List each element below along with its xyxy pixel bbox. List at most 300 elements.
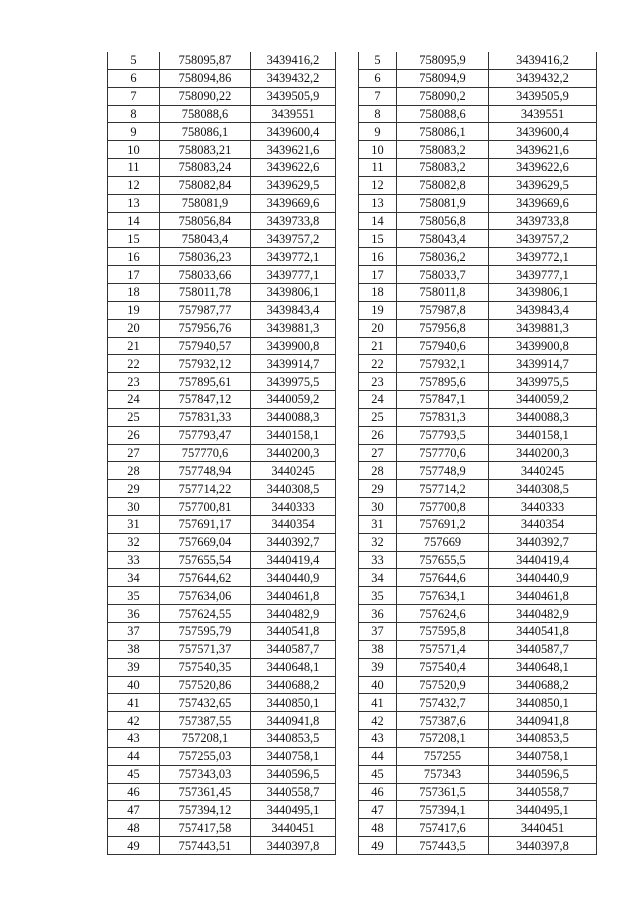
- table-row: [359, 266, 597, 284]
- y-coordinate-cell: 3440200,3: [489, 444, 597, 462]
- table-row: [359, 640, 597, 658]
- table-row: [359, 212, 597, 230]
- table-row: [359, 123, 597, 141]
- x-coordinate-cell: 758043,4: [397, 230, 489, 248]
- point-number-cell: 10: [359, 141, 397, 159]
- y-coordinate-cell: 3439600,4: [489, 123, 597, 141]
- y-coordinate-cell: 3440451: [251, 819, 336, 837]
- x-coordinate-cell: 757932,1: [397, 355, 489, 373]
- x-coordinate-cell: 757770,6: [397, 444, 489, 462]
- point-number-cell: 26: [359, 426, 397, 444]
- y-coordinate-cell: 3440397,8: [489, 837, 597, 855]
- y-coordinate-cell: 3440440,9: [489, 569, 597, 587]
- table-row: [359, 87, 597, 105]
- point-number-cell: 36: [359, 605, 397, 623]
- x-coordinate-cell: 757895,61: [160, 373, 251, 391]
- point-number-cell: 27: [359, 444, 397, 462]
- point-number-cell: 27: [108, 444, 160, 462]
- point-number-cell: 24: [108, 391, 160, 409]
- y-coordinate-cell: 3440461,8: [489, 587, 597, 605]
- x-coordinate-cell: 757987,8: [397, 301, 489, 319]
- x-coordinate-cell: 757624,55: [160, 605, 251, 623]
- y-coordinate-cell: 3440688,2: [489, 676, 597, 694]
- x-coordinate-cell: 757956,8: [397, 319, 489, 337]
- table-row: [108, 587, 336, 605]
- x-coordinate-cell: 758011,78: [160, 283, 251, 301]
- table-row: [359, 551, 597, 569]
- x-coordinate-cell: 757208,1: [397, 730, 489, 748]
- y-coordinate-cell: 3440245: [251, 462, 336, 480]
- point-number-cell: 34: [359, 569, 397, 587]
- point-number-cell: 40: [108, 676, 160, 694]
- point-number-cell: 22: [108, 355, 160, 373]
- x-coordinate-cell: 757714,22: [160, 480, 251, 498]
- table-row: [108, 765, 336, 783]
- y-coordinate-cell: 3439806,1: [489, 283, 597, 301]
- y-coordinate-cell: 3439600,4: [251, 123, 336, 141]
- x-coordinate-cell: 757748,9: [397, 462, 489, 480]
- x-coordinate-cell: 757432,65: [160, 694, 251, 712]
- table-row: [359, 337, 597, 355]
- y-coordinate-cell: 3439622,6: [489, 159, 597, 177]
- point-number-cell: 11: [359, 159, 397, 177]
- point-number-cell: 41: [108, 694, 160, 712]
- point-number-cell: 35: [359, 587, 397, 605]
- table-row: [108, 212, 336, 230]
- point-number-cell: 32: [108, 533, 160, 551]
- point-number-cell: 36: [108, 605, 160, 623]
- point-number-cell: 20: [108, 319, 160, 337]
- y-coordinate-cell: 3439900,8: [489, 337, 597, 355]
- table-row: [359, 159, 597, 177]
- y-coordinate-cell: 3440392,7: [489, 533, 597, 551]
- point-number-cell: 24: [359, 391, 397, 409]
- point-number-cell: 17: [108, 266, 160, 284]
- table-row: [359, 301, 597, 319]
- x-coordinate-cell: 757669: [397, 533, 489, 551]
- x-coordinate-cell: 757443,5: [397, 837, 489, 855]
- table-row: [108, 248, 336, 266]
- point-number-cell: 14: [359, 212, 397, 230]
- x-coordinate-cell: 757831,3: [397, 408, 489, 426]
- table-row: [108, 87, 336, 105]
- x-coordinate-cell: 758083,24: [160, 159, 251, 177]
- x-coordinate-cell: 757831,33: [160, 408, 251, 426]
- point-number-cell: 40: [359, 676, 397, 694]
- table-row: [359, 801, 597, 819]
- point-number-cell: 21: [359, 337, 397, 355]
- table-row: [108, 408, 336, 426]
- point-number-cell: 44: [359, 747, 397, 765]
- y-coordinate-cell: 3440495,1: [251, 801, 336, 819]
- y-coordinate-cell: 3439806,1: [251, 283, 336, 301]
- y-coordinate-cell: 3439881,3: [489, 319, 597, 337]
- x-coordinate-cell: 757540,35: [160, 658, 251, 676]
- y-coordinate-cell: 3439416,2: [251, 52, 336, 69]
- y-coordinate-cell: 3439629,5: [251, 176, 336, 194]
- y-coordinate-cell: 3439622,6: [251, 159, 336, 177]
- point-number-cell: 32: [359, 533, 397, 551]
- table-row: [108, 694, 336, 712]
- y-coordinate-cell: 3439669,6: [251, 194, 336, 212]
- y-coordinate-cell: 3439772,1: [251, 248, 336, 266]
- point-number-cell: 46: [108, 783, 160, 801]
- table-row: [108, 730, 336, 748]
- y-coordinate-cell: 3440596,5: [489, 765, 597, 783]
- table-row: [108, 391, 336, 409]
- table-row: [359, 283, 597, 301]
- table-row: [359, 515, 597, 533]
- x-coordinate-cell: 757255,03: [160, 747, 251, 765]
- x-coordinate-cell: 758094,86: [160, 69, 251, 87]
- table-row: [108, 355, 336, 373]
- point-number-cell: 8: [108, 105, 160, 123]
- table-row: [359, 176, 597, 194]
- x-coordinate-cell: 757208,1: [160, 730, 251, 748]
- point-number-cell: 26: [108, 426, 160, 444]
- x-coordinate-cell: 757417,58: [160, 819, 251, 837]
- table-row: [359, 408, 597, 426]
- y-coordinate-cell: 3440461,8: [251, 587, 336, 605]
- y-coordinate-cell: 3439505,9: [489, 87, 597, 105]
- point-number-cell: 33: [108, 551, 160, 569]
- y-coordinate-cell: 3440587,7: [251, 640, 336, 658]
- point-number-cell: 25: [108, 408, 160, 426]
- x-coordinate-cell: 758011,8: [397, 283, 489, 301]
- table-row: [359, 587, 597, 605]
- x-coordinate-cell: 758086,1: [397, 123, 489, 141]
- y-coordinate-cell: 3440419,4: [489, 551, 597, 569]
- x-coordinate-cell: 757343: [397, 765, 489, 783]
- table-row: [359, 480, 597, 498]
- x-coordinate-cell: 757343,03: [160, 765, 251, 783]
- table-row: [108, 194, 336, 212]
- y-coordinate-cell: 3439900,8: [251, 337, 336, 355]
- table-row: [359, 730, 597, 748]
- table-row: [108, 52, 336, 69]
- y-coordinate-cell: 3440158,1: [489, 426, 597, 444]
- table-row: [108, 747, 336, 765]
- table-row: [108, 837, 336, 855]
- point-number-cell: 38: [108, 640, 160, 658]
- point-number-cell: 31: [108, 515, 160, 533]
- point-number-cell: 47: [359, 801, 397, 819]
- x-coordinate-cell: 757387,6: [397, 712, 489, 730]
- point-number-cell: 16: [108, 248, 160, 266]
- point-number-cell: 30: [108, 498, 160, 516]
- y-coordinate-cell: 3440308,5: [489, 480, 597, 498]
- y-coordinate-cell: 3440853,5: [251, 730, 336, 748]
- table-row: [359, 373, 597, 391]
- y-coordinate-cell: 3439843,4: [251, 301, 336, 319]
- y-coordinate-cell: 3440541,8: [251, 623, 336, 641]
- point-number-cell: 29: [359, 480, 397, 498]
- y-coordinate-cell: 3439621,6: [489, 141, 597, 159]
- y-coordinate-cell: 3439843,4: [489, 301, 597, 319]
- table-row: [108, 533, 336, 551]
- y-coordinate-cell: 3440648,1: [251, 658, 336, 676]
- x-coordinate-cell: 758083,2: [397, 141, 489, 159]
- point-number-cell: 12: [359, 176, 397, 194]
- x-coordinate-cell: 758036,23: [160, 248, 251, 266]
- table-row: [359, 676, 597, 694]
- point-number-cell: 45: [359, 765, 397, 783]
- table-row: [108, 141, 336, 159]
- x-coordinate-cell: 757940,57: [160, 337, 251, 355]
- table-row: [108, 319, 336, 337]
- table-row: [359, 819, 597, 837]
- y-coordinate-cell: 3439881,3: [251, 319, 336, 337]
- y-coordinate-cell: 3440941,8: [251, 712, 336, 730]
- x-coordinate-cell: 757595,79: [160, 623, 251, 641]
- y-coordinate-cell: 3439975,5: [489, 373, 597, 391]
- table-row: [108, 515, 336, 533]
- y-coordinate-cell: 3440200,3: [251, 444, 336, 462]
- point-number-cell: 13: [359, 194, 397, 212]
- x-coordinate-cell: 757748,94: [160, 462, 251, 480]
- point-number-cell: 39: [359, 658, 397, 676]
- point-number-cell: 6: [359, 69, 397, 87]
- table-row: [108, 337, 336, 355]
- x-coordinate-cell: 757956,76: [160, 319, 251, 337]
- x-coordinate-cell: 757655,54: [160, 551, 251, 569]
- point-number-cell: 34: [108, 569, 160, 587]
- table-row: [108, 801, 336, 819]
- y-coordinate-cell: 3439432,2: [251, 69, 336, 87]
- table-row: [108, 819, 336, 837]
- coordinates-table-right-body: [359, 52, 597, 854]
- table-row: [108, 551, 336, 569]
- point-number-cell: 37: [108, 623, 160, 641]
- y-coordinate-cell: 3440688,2: [251, 676, 336, 694]
- point-number-cell: 41: [359, 694, 397, 712]
- table-row: [108, 301, 336, 319]
- x-coordinate-cell: 757700,8: [397, 498, 489, 516]
- y-coordinate-cell: 3439757,2: [489, 230, 597, 248]
- x-coordinate-cell: 757987,77: [160, 301, 251, 319]
- x-coordinate-cell: 758082,8: [397, 176, 489, 194]
- y-coordinate-cell: 3440587,7: [489, 640, 597, 658]
- table-row: [359, 533, 597, 551]
- y-coordinate-cell: 3439629,5: [489, 176, 597, 194]
- y-coordinate-cell: 3439669,6: [489, 194, 597, 212]
- x-coordinate-cell: 757714,2: [397, 480, 489, 498]
- x-coordinate-cell: 757417,6: [397, 819, 489, 837]
- x-coordinate-cell: 757361,45: [160, 783, 251, 801]
- coordinates-table-left: [107, 52, 336, 855]
- y-coordinate-cell: 3439914,7: [251, 355, 336, 373]
- point-number-cell: 22: [359, 355, 397, 373]
- x-coordinate-cell: 758083,2: [397, 159, 489, 177]
- x-coordinate-cell: 757700,81: [160, 498, 251, 516]
- x-coordinate-cell: 757655,5: [397, 551, 489, 569]
- x-coordinate-cell: 758094,9: [397, 69, 489, 87]
- x-coordinate-cell: 757793,5: [397, 426, 489, 444]
- table-row: [359, 319, 597, 337]
- table-row: [359, 605, 597, 623]
- point-number-cell: 44: [108, 747, 160, 765]
- y-coordinate-cell: 3440419,4: [251, 551, 336, 569]
- table-row: [359, 694, 597, 712]
- y-coordinate-cell: 3439975,5: [251, 373, 336, 391]
- table-row: [359, 105, 597, 123]
- point-number-cell: 11: [108, 159, 160, 177]
- point-number-cell: 28: [359, 462, 397, 480]
- x-coordinate-cell: 757394,12: [160, 801, 251, 819]
- point-number-cell: 23: [359, 373, 397, 391]
- point-number-cell: 39: [108, 658, 160, 676]
- x-coordinate-cell: 757644,6: [397, 569, 489, 587]
- y-coordinate-cell: 3440558,7: [251, 783, 336, 801]
- point-number-cell: 5: [108, 52, 160, 69]
- table-row: [359, 52, 597, 69]
- x-coordinate-cell: 758086,1: [160, 123, 251, 141]
- x-coordinate-cell: 757895,6: [397, 373, 489, 391]
- table-row: [359, 783, 597, 801]
- y-coordinate-cell: 3439733,8: [251, 212, 336, 230]
- y-coordinate-cell: 3440853,5: [489, 730, 597, 748]
- table-row: [359, 141, 597, 159]
- y-coordinate-cell: 3440758,1: [489, 747, 597, 765]
- table-row: [108, 159, 336, 177]
- x-coordinate-cell: 758088,6: [160, 105, 251, 123]
- x-coordinate-cell: 758036,2: [397, 248, 489, 266]
- table-row: [359, 248, 597, 266]
- table-row: [359, 444, 597, 462]
- point-number-cell: 5: [359, 52, 397, 69]
- point-number-cell: 13: [108, 194, 160, 212]
- x-coordinate-cell: 758056,8: [397, 212, 489, 230]
- table-row: [359, 498, 597, 516]
- x-coordinate-cell: 757520,86: [160, 676, 251, 694]
- point-number-cell: 42: [108, 712, 160, 730]
- point-number-cell: 9: [359, 123, 397, 141]
- y-coordinate-cell: 3440308,5: [251, 480, 336, 498]
- x-coordinate-cell: 757793,47: [160, 426, 251, 444]
- coordinates-table-left-body: [108, 52, 336, 854]
- table-row: [108, 176, 336, 194]
- x-coordinate-cell: 758090,22: [160, 87, 251, 105]
- y-coordinate-cell: 3440482,9: [489, 605, 597, 623]
- table-row: [359, 69, 597, 87]
- table-row: [359, 658, 597, 676]
- point-number-cell: 15: [108, 230, 160, 248]
- y-coordinate-cell: 3439777,1: [251, 266, 336, 284]
- x-coordinate-cell: 757644,62: [160, 569, 251, 587]
- y-coordinate-cell: 3440059,2: [251, 391, 336, 409]
- x-coordinate-cell: 758088,6: [397, 105, 489, 123]
- y-coordinate-cell: 3440495,1: [489, 801, 597, 819]
- x-coordinate-cell: 757691,17: [160, 515, 251, 533]
- x-coordinate-cell: 757255: [397, 747, 489, 765]
- point-number-cell: 31: [359, 515, 397, 533]
- x-coordinate-cell: 757394,1: [397, 801, 489, 819]
- point-number-cell: 14: [108, 212, 160, 230]
- table-row: [108, 462, 336, 480]
- table-row: [108, 605, 336, 623]
- table-row: [359, 623, 597, 641]
- point-number-cell: 7: [359, 87, 397, 105]
- y-coordinate-cell: 3440059,2: [489, 391, 597, 409]
- x-coordinate-cell: 758083,21: [160, 141, 251, 159]
- x-coordinate-cell: 757571,4: [397, 640, 489, 658]
- table-row: [359, 462, 597, 480]
- y-coordinate-cell: 3439733,8: [489, 212, 597, 230]
- x-coordinate-cell: 757932,12: [160, 355, 251, 373]
- table-row: [108, 498, 336, 516]
- table-row: [359, 391, 597, 409]
- y-coordinate-cell: 3439914,7: [489, 355, 597, 373]
- point-number-cell: 23: [108, 373, 160, 391]
- table-row: [108, 623, 336, 641]
- table-row: [359, 837, 597, 855]
- y-coordinate-cell: 3439551: [489, 105, 597, 123]
- y-coordinate-cell: 3440333: [489, 498, 597, 516]
- y-coordinate-cell: 3440440,9: [251, 569, 336, 587]
- point-number-cell: 17: [359, 266, 397, 284]
- x-coordinate-cell: 757691,2: [397, 515, 489, 533]
- x-coordinate-cell: 757571,37: [160, 640, 251, 658]
- y-coordinate-cell: 3440158,1: [251, 426, 336, 444]
- table-row: [108, 426, 336, 444]
- point-number-cell: 19: [108, 301, 160, 319]
- x-coordinate-cell: 757443,51: [160, 837, 251, 855]
- x-coordinate-cell: 758033,7: [397, 266, 489, 284]
- table-row: [108, 230, 336, 248]
- point-number-cell: 28: [108, 462, 160, 480]
- point-number-cell: 38: [359, 640, 397, 658]
- table-row: [359, 747, 597, 765]
- y-coordinate-cell: 3440245: [489, 462, 597, 480]
- table-row: [108, 444, 336, 462]
- point-number-cell: 35: [108, 587, 160, 605]
- point-number-cell: 42: [359, 712, 397, 730]
- point-number-cell: 18: [108, 283, 160, 301]
- y-coordinate-cell: 3440333: [251, 498, 336, 516]
- y-coordinate-cell: 3440451: [489, 819, 597, 837]
- y-coordinate-cell: 3439416,2: [489, 52, 597, 69]
- x-coordinate-cell: 757634,06: [160, 587, 251, 605]
- y-coordinate-cell: 3439621,6: [251, 141, 336, 159]
- point-number-cell: 8: [359, 105, 397, 123]
- x-coordinate-cell: 757432,7: [397, 694, 489, 712]
- y-coordinate-cell: 3440354: [489, 515, 597, 533]
- y-coordinate-cell: 3440850,1: [489, 694, 597, 712]
- point-number-cell: 48: [359, 819, 397, 837]
- table-row: [108, 712, 336, 730]
- point-number-cell: 21: [108, 337, 160, 355]
- point-number-cell: 6: [108, 69, 160, 87]
- x-coordinate-cell: 757361,5: [397, 783, 489, 801]
- point-number-cell: 9: [108, 123, 160, 141]
- table-row: [359, 194, 597, 212]
- table-row: [108, 105, 336, 123]
- y-coordinate-cell: 3440392,7: [251, 533, 336, 551]
- x-coordinate-cell: 757669,04: [160, 533, 251, 551]
- table-row: [359, 765, 597, 783]
- y-coordinate-cell: 3440088,3: [489, 408, 597, 426]
- table-row: [359, 230, 597, 248]
- x-coordinate-cell: 758082,84: [160, 176, 251, 194]
- y-coordinate-cell: 3439432,2: [489, 69, 597, 87]
- table-row: [108, 640, 336, 658]
- table-row: [108, 658, 336, 676]
- x-coordinate-cell: 757940,6: [397, 337, 489, 355]
- point-number-cell: 12: [108, 176, 160, 194]
- point-number-cell: 33: [359, 551, 397, 569]
- x-coordinate-cell: 757634,1: [397, 587, 489, 605]
- y-coordinate-cell: 3439757,2: [251, 230, 336, 248]
